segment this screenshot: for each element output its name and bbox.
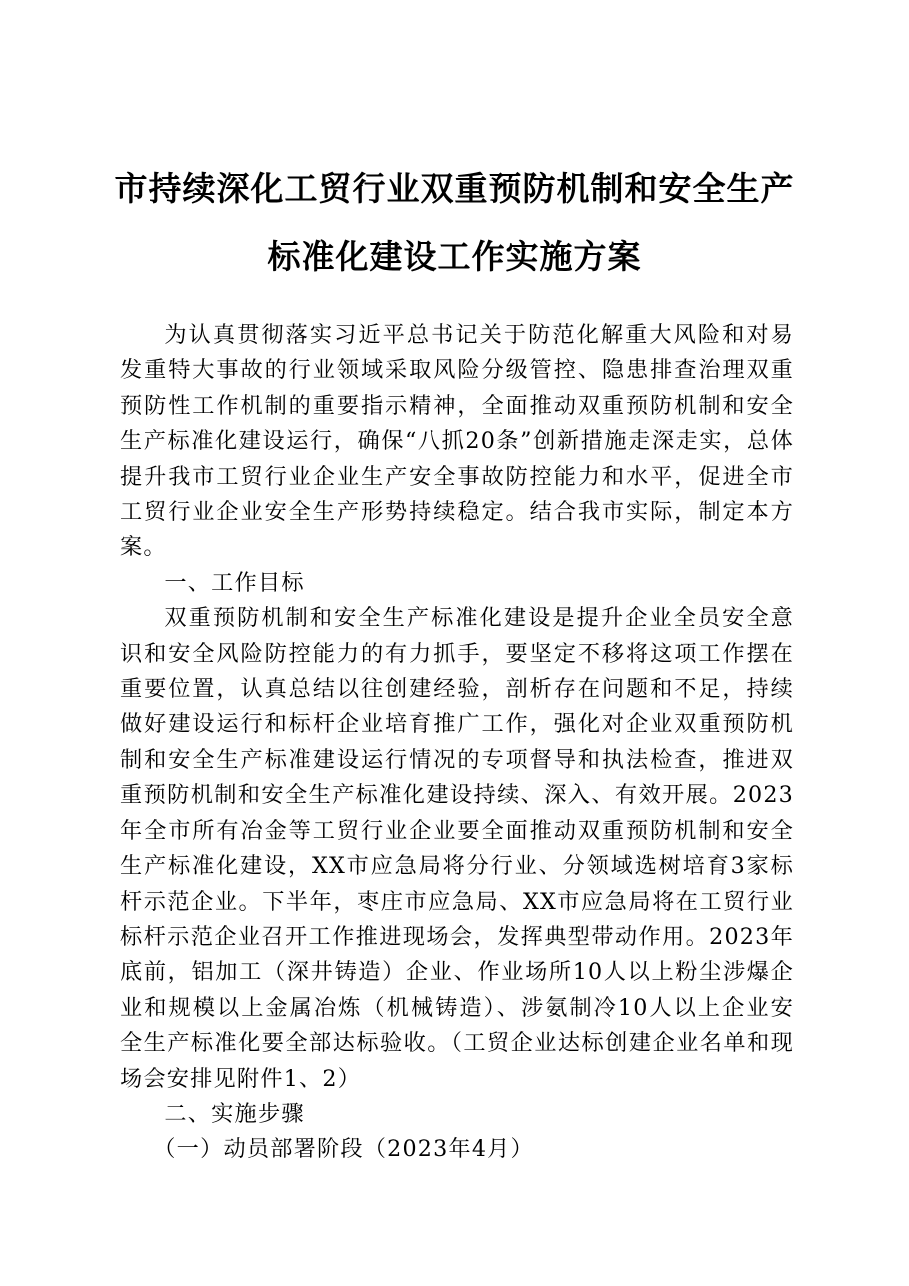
document-title-line-1: 市持续深化工贸行业双重预防机制和安全生产 — [114, 169, 795, 208]
subsection-heading-mobilization: （一）动员部署阶段（2023年4月） — [153, 1136, 534, 1163]
section-heading-work-goals: 一、工作目标 — [164, 569, 305, 596]
document-body — [120, 318, 794, 1168]
intro-paragraph: 为认真贯彻落实习近平总书记关于防范化解重大风险和对易发重特大事故的行业领域采取风险分级管控、隐患排查治理双重预防性工作机制的重要指示精神，全面推动双重预防机制和安全生产标准化建设运行，确保“八抓20条”创新措施走深走实，总体提升我市工贸行业企业生产安全事故防控能力和水平，促进全市工贸行业企业安全生产形势持续稳定。结合我市实际，制定本方案。 — [120, 322, 794, 561]
section-heading-implementation-steps: 二、实施步骤 — [164, 1100, 305, 1127]
document-title-line-2: 标准化建设工作实施方案 — [267, 237, 642, 276]
work-goals-paragraph: 双重预防机制和安全生产标准化建设是提升企业全员安全意识和安全风险防控能力的有力抓手，要坚定不移将这项工作摆在重要位置，认真总结以往创建经验，剖析存在问题和不足，持续做好建设运行和标杆企业培育推广工作，强化对企业双重预防机制和安全生产标准建设运行情况的专项督导和执法检查，推进双重预防机制和安全生产标准化建设持续、深入、有效开展。2023年全市所有冶金等工贸行业企业要全面推动双重预防机制和安全生产标准化建设，XX市应急局将分行业、分领域选树培育3家标杆示范企业。下半年，枣庄市应急局、XX市应急局将在工贸行业标杆示范企业召开工作推进现场会，发挥典型带动作用。2023年底前，铝加工（深井铸造）企业、作业场所10人以上粉尘涉爆企业和规模以上金属冶炼（机械铸造）、涉氨制冷10人以上企业安全生产标准化要全部达标验收。（工贸企业达标创建企业名单和现场会安排见附件1、2） — [120, 605, 794, 1092]
